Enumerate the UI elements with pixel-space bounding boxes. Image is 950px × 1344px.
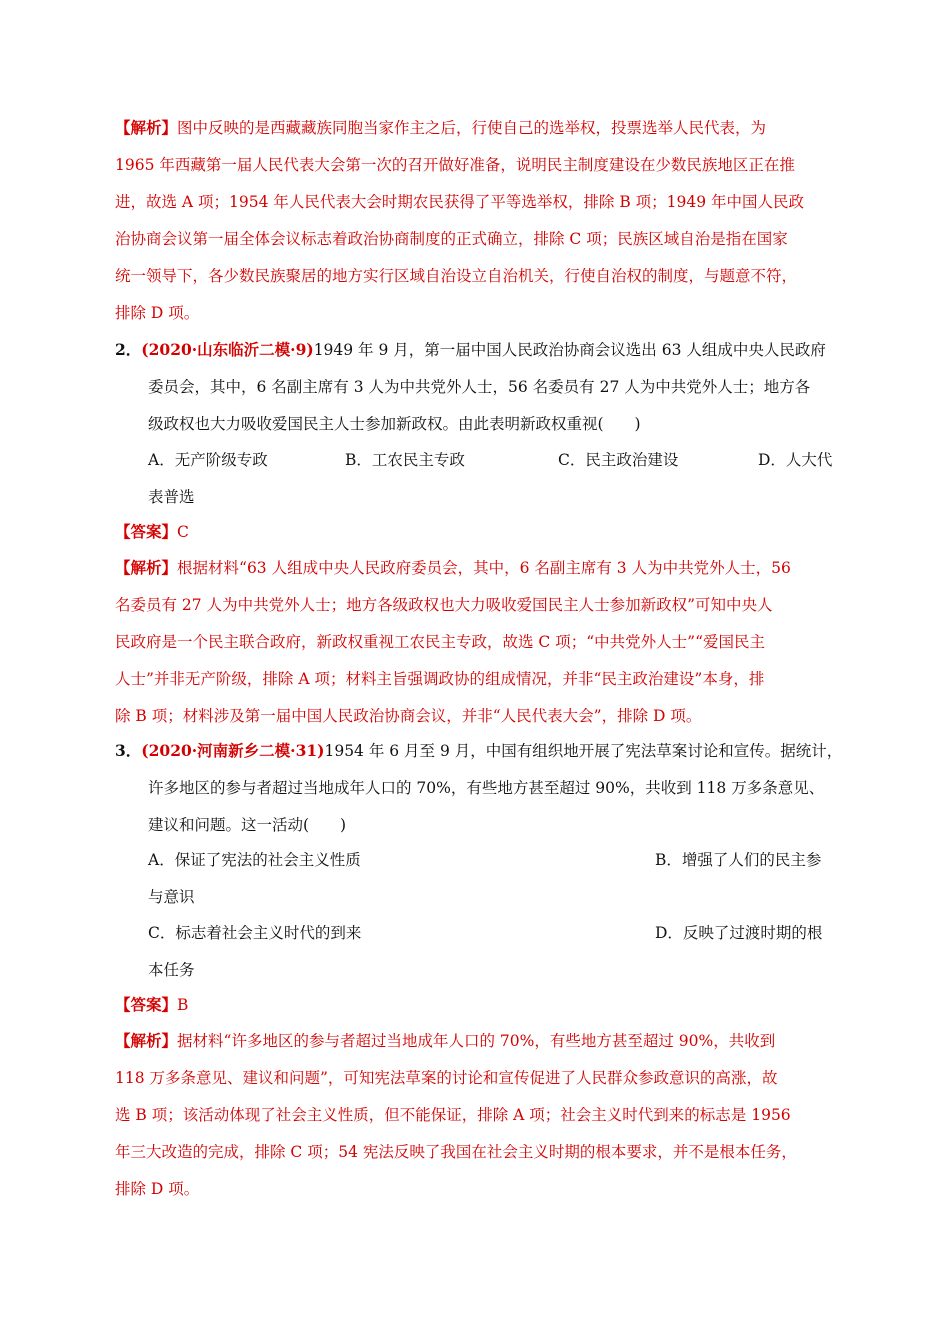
analysis1-line-6: 排除 D 项。 [115, 304, 200, 322]
q2-analysis-line-3: 民政府是一个民主联合政府，新政权重视工农民主专政，故选 C 项；“中共党外人士”“爱国民主 [115, 633, 765, 651]
q2-answer-value: C [177, 523, 189, 541]
q2-stem-line-3: 级政权也大力吸收爱国民主人士参加新政权。由此表明新政权重视( ) [148, 415, 641, 433]
q3-stem-line-1: 3．(2020·河南新乡二模·31)1954 年 6 月至 9 月，中国有组织地开展了宪法草案讨论和宣传。据统计， [115, 741, 843, 760]
q2-answer: 【答案】C [115, 522, 189, 541]
analysis1-line-1: 【解析】图中反映的是西藏藏族同胞当家作主之后，行使自己的选举权，投票选举人民代表，为 [115, 118, 767, 137]
q2-option-d: D．人大代 [758, 451, 833, 469]
q2-option-d-cont: 表普选 [148, 488, 195, 506]
q3-source: (2020·河南新乡二模·31) [141, 741, 325, 760]
q3-option-b-cont: 与意识 [148, 888, 195, 906]
q2-source: (2020·山东临沂二模·9) [141, 340, 314, 359]
q3-option-a: A．保证了宪法的社会主义性质 [148, 851, 361, 869]
q2-analysis-line-1: 【解析】根据材料“63 人组成中央人民政府委员会，其中，6 名副主席有 3 人为中共党外人士，56 [115, 558, 791, 577]
analysis1-line-3: 进，故选 A 项；1954 年人民代表大会时期农民获得了平等选举权，排除 B 项；1949 年中国人民政 [115, 193, 805, 211]
q3-answer: 【答案】B [115, 995, 189, 1014]
q3-analysis-line-5: 排除 D 项。 [115, 1180, 200, 1198]
q2-analysis-line-2: 名委员有 27 人为中共党外人士；地方各级政权也大力吸收爱国民主人士参加新政权”可知中央人 [115, 596, 773, 614]
q3-stem-line-2: 许多地区的参与者超过当地成年人口的 70%，有些地方甚至超过 90%，共收到 118 万多条意见、 [148, 779, 825, 797]
q2-option-a: A．无产阶级专政 [148, 451, 268, 469]
q2-analysis-line-5: 除 B 项；材料涉及第一届中国人民政治协商会议，并非“人民代表大会”，排除 D 项。 [115, 707, 702, 725]
q2-analysis-line-4: 人士”并非无产阶级，排除 A 项；材料主旨强调政协的组成情况，并非“民主政治建设”本身，排 [115, 670, 765, 688]
q3-answer-value: B [177, 996, 189, 1014]
analysis1-line-4: 治协商会议第一届全体会议标志着政治协商制度的正式确立，排除 C 项；民族区域自治是指在国家 [115, 230, 788, 248]
q3-number: 3． [115, 741, 142, 760]
q2-stem-line-2: 委员会，其中，6 名副主席有 3 人为中共党外人士，56 名委员有 27 人为中共党外人士；地方各 [148, 378, 811, 396]
q3-option-b: B．增强了人们的民主参 [655, 851, 822, 869]
analysis1-line-5: 统一领导下，各少数民族聚居的地方实行区域自治设立自治机关，行使自治权的制度，与题意不符， [115, 267, 798, 285]
q3-option-d-cont: 本任务 [148, 961, 195, 979]
q2-number: 2． [115, 340, 142, 359]
q3-option-d: D．反映了过渡时期的根 [655, 924, 823, 942]
q3-analysis-line-3: 选 B 项；该活动体现了社会主义性质，但不能保证，排除 A 项；社会主义时代到来的标志是 1956 [115, 1106, 791, 1124]
q3-analysis-line-2: 118 万多条意见、建议和问题”，可知宪法草案的讨论和宣传促进了人民群众参政意识的高涨，故 [115, 1069, 778, 1087]
q3-stem-line-3: 建议和问题。这一活动( ) [148, 816, 347, 834]
q2-option-b: B．工农民主专政 [345, 451, 465, 469]
q3-option-c: C．标志着社会主义时代的到来 [148, 924, 362, 942]
q2-option-c: C．民主政治建设 [558, 451, 679, 469]
q3-analysis-line-1: 【解析】据材料“许多地区的参与者超过当地成年人口的 70%，有些地方甚至超过 90%，共收到 [115, 1031, 776, 1050]
q2-stem-line-1: 2．(2020·山东临沂二模·9)1949 年 9 月，第一届中国人民政治协商会议选出 63 人组成中央人民政府 [115, 340, 826, 359]
analysis1-line-2: 1965 年西藏第一届人民代表大会第一次的召开做好准备，说明民主制度建设在少数民族地区正在推 [115, 156, 795, 174]
q3-analysis-line-4: 年三大改造的完成，排除 C 项；54 宪法反映了我国在社会主义时期的根本要求，并不是根本任务， [115, 1143, 797, 1161]
analysis-tag: 【解析】 [115, 118, 178, 137]
